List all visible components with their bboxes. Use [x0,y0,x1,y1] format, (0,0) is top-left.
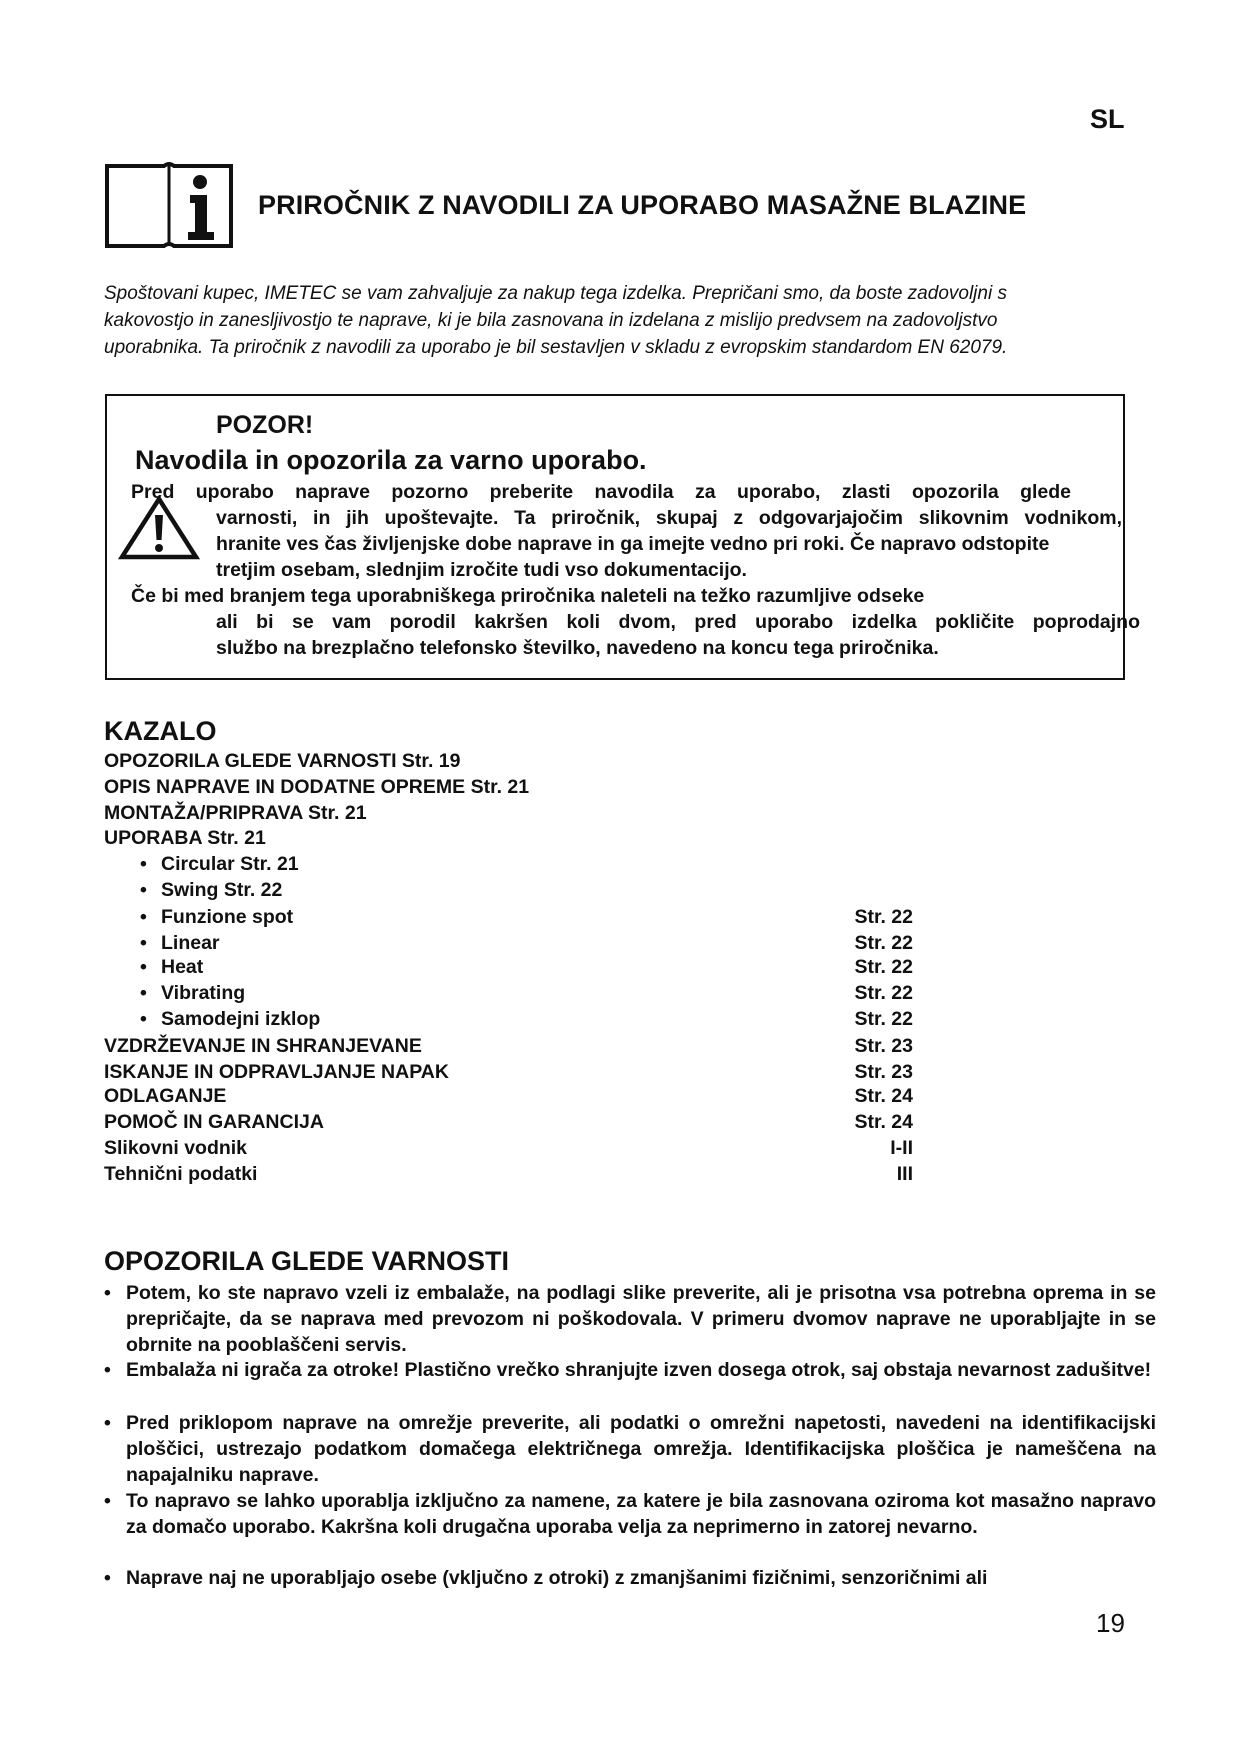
warning-line: službo na brezplačno telefonsko številko, navedeno na koncu tega priročnika. [216,637,939,659]
warning-line: varnosti, in jih upoštevajte. Ta priročnik, skupaj z odgovarjajočim slikovnim vodnikom, [216,507,1122,529]
bullet-marker: • [104,1282,111,1304]
page-title: PRIROČNIK Z NAVODILI ZA UPORABO MASAŽNE BLAZINE [258,190,1027,220]
warning-title: POZOR! [216,411,314,439]
toc-page-ref: III [896,1163,913,1185]
toc-page-ref: Str. 24 [854,1111,913,1133]
warning-line: Če bi med branjem tega uporabniškega priročnika naleteli na težko razumljive odseke [131,585,925,607]
toc-page-ref: Str. 22 [854,906,913,928]
bullet-marker: • [104,1567,111,1589]
toc-page-ref: Str. 23 [854,1035,913,1057]
safety-bullet [104,1565,1156,1591]
warning-subtitle: Navodila in opozorila za varno uporabo. [135,445,647,475]
toc-subitem: • Heat [140,956,203,979]
safety-bullet-text: Naprave naj ne uporabljajo osebe (vključno z otroki) z zmanjšanimi fizičnimi, senzoričnimi ali [126,1567,988,1589]
safety-bullet [104,1280,1156,1358]
toc-item: Tehnični podatki [104,1163,258,1185]
safety-section-title: OPOZORILA GLEDE VARNOSTI [104,1246,510,1276]
toc-page-ref: Str. 22 [854,956,913,978]
toc-page-ref: Str. 22 [854,982,913,1004]
bullet-marker: • [104,1359,111,1381]
toc-item: UPORABA Str. 21 [104,827,266,849]
warning-line: Pred uporabo naprave pozorno preberite navodila za uporabo, zlasti opozorila glede [131,481,1071,503]
bullet-marker: • [104,1490,111,1512]
safety-bullet [104,1410,1156,1488]
toc-subitem: • Swing Str. 22 [140,879,282,902]
bullet-marker: • [104,1412,111,1434]
toc-subitem: • Linear [140,932,220,955]
language-code: SL [1090,104,1125,134]
toc-title: KAZALO [104,716,217,746]
intro-line: kakovostjo in zanesljivostjo te naprave, ki je bila zasnovana in izdelana z mislijo predvsem na zadovoljstvo [104,310,998,331]
toc-page-ref: Str. 23 [854,1061,913,1083]
safety-bullet-text: Potem, ko ste napravo vzeli iz embalaže, na podlagi slike preverite, ali je prisotna vsa potrebna oprema in se prepričajte, da se naprava med prevozom ni poškodovala. V primeru dvomov naprave ne uporabljajte in se obrnite na pooblaščeni servis. [126,1282,1156,1356]
warning-line: hranite ves čas življenjske dobe naprave in ga imejte vedno pri roki. Če napravo odstopite [216,533,1050,555]
toc-subitem: • Samodejni izklop [140,1008,320,1031]
safety-bullet-text: Embalaža ni igrača za otroke! Plastično vrečko shranjujte izven dosega otrok, saj obstaja nevarnost zadušitve! [126,1359,1152,1381]
intro-line: Spoštovani kupec, IMETEC se vam zahvaljuje za nakup tega izdelka. Prepričani smo, da boste zadovoljni s [104,283,1007,304]
safety-bullet [104,1357,1156,1383]
safety-bullet-text: Pred priklopom naprave na omrežje preverite, ali podatki o omrežni napetosti, navedeni na identifikacijski ploščici, ustrezajo podatkom domačega električnega omrežja. Identifikacijska ploščica je nameščena na napajalniku naprave. [126,1412,1156,1486]
toc-item: ISKANJE IN ODPRAVLJANJE NAPAK [104,1061,449,1083]
toc-item: VZDRŽEVANJE IN SHRANJEVANE [104,1035,422,1057]
toc-item: OPOZORILA GLEDE VARNOSTI Str. 19 [104,750,461,772]
info-book-icon [104,160,234,250]
toc-page-ref: Str. 22 [854,932,913,954]
toc-item: ODLAGANJE [104,1085,227,1107]
safety-bullet-text: To napravo se lahko uporablja izključno za namene, za katere je bila zasnovana oziroma kot masažno napravo za domačo uporabo. Kakršna koli drugačna uporaba velja za neprimerno in zatorej nevarno. [126,1490,1156,1538]
toc-item: Slikovni vodnik [104,1137,248,1159]
safety-bullet [104,1488,1156,1540]
toc-subitem: • Funzione spot [140,906,293,929]
toc-page-ref: I-II [890,1137,913,1159]
toc-item: OPIS NAPRAVE IN DODATNE OPREME Str. 21 [104,776,530,798]
toc-item: MONTAŽA/PRIPRAVA Str. 21 [104,802,367,824]
toc-page-ref: Str. 22 [854,1008,913,1030]
intro-line: uporabnika. Ta priročnik z navodili za uporabo je bil sestavljen v skladu z evropskim standardom EN 62079. [104,337,1008,358]
toc-subitem: • Circular Str. 21 [140,853,299,876]
toc-subitem: • Vibrating [140,982,245,1005]
toc-page-ref: Str. 24 [854,1085,913,1107]
page-number: 19 [1096,1608,1125,1638]
warning-line: ali bi se vam porodil kakršen koli dvom, pred uporabo izdelka pokličite poprodajno [216,611,1140,633]
warning-line: tretjim osebam, slednjim izročite tudi vso dokumentacijo. [216,559,747,581]
warning-triangle-icon [118,495,200,561]
toc-item: POMOČ IN GARANCIJA [104,1111,324,1133]
intro-paragraph [104,280,1144,361]
